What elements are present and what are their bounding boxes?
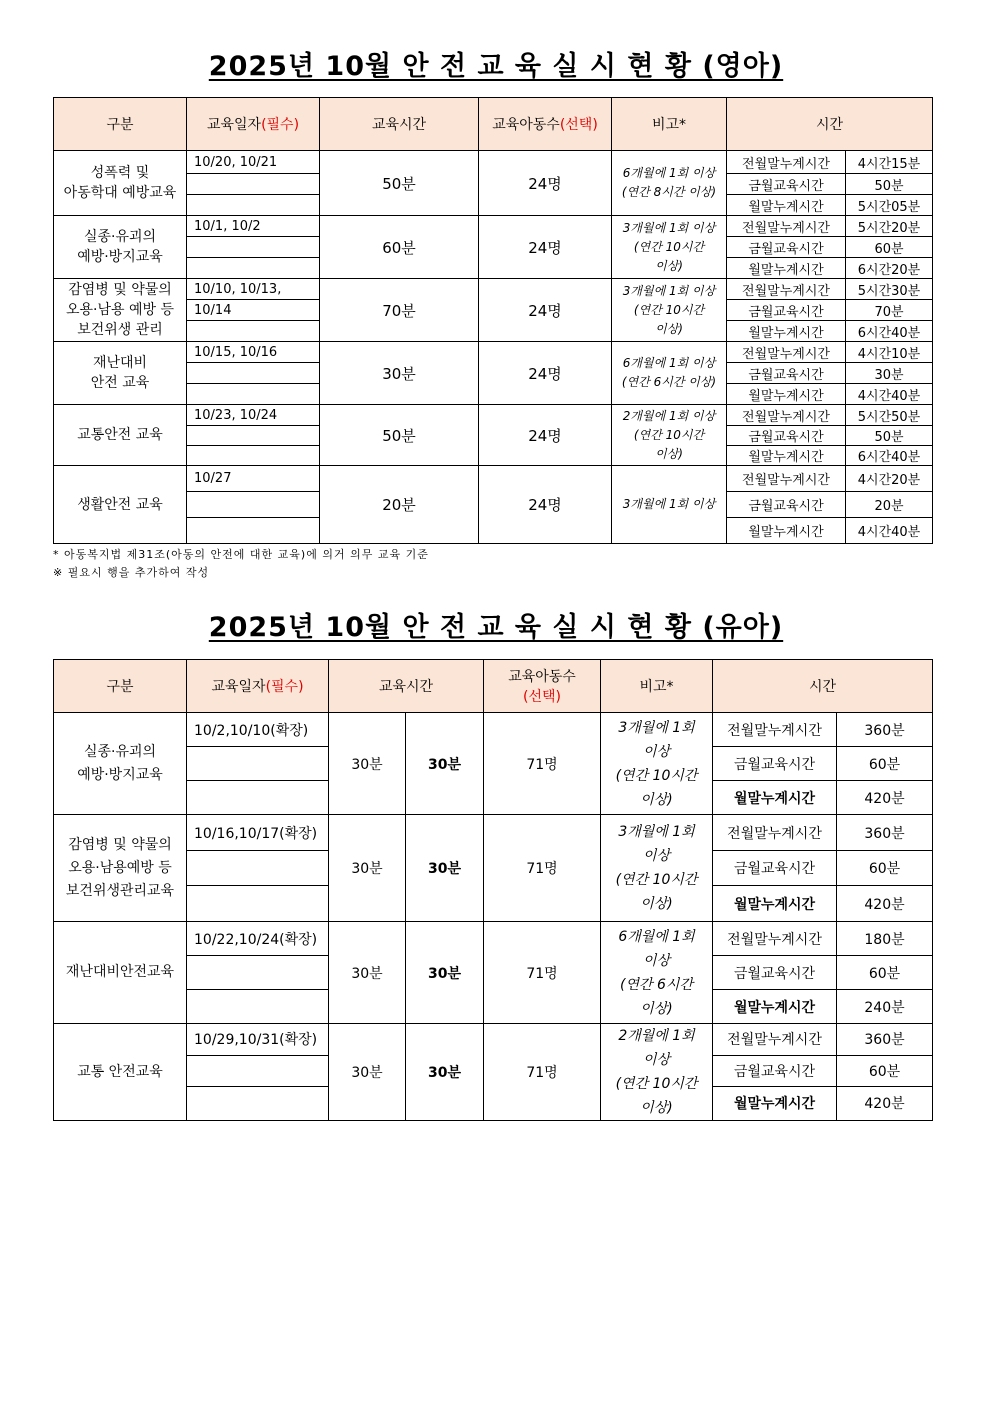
time-label-cell: 월말누계시간 xyxy=(727,321,846,342)
text-line: (연간 8시간 이상) xyxy=(621,185,717,199)
footnote-add-rows: ※ 필요시 행을 추가하여 작성 xyxy=(53,566,210,579)
time-value-cell: 4시간10분 xyxy=(846,342,933,363)
children-cell: 71명 xyxy=(484,1024,601,1121)
text-line: 교통안전 교육 xyxy=(77,427,163,443)
time-label-cell: 금월교육시간 xyxy=(713,851,837,886)
date-cell: 10/10, 10/13, xyxy=(187,279,320,300)
preschool-table xyxy=(53,659,933,1121)
text-line: 이상 xyxy=(642,952,671,969)
date-cell: 10/29,10/31(확장) xyxy=(187,1024,329,1056)
remarks-cell xyxy=(612,466,727,544)
time-label-cell: 전월말누계시간 xyxy=(727,466,846,492)
children-cell: 24명 xyxy=(479,466,612,544)
date-cell xyxy=(187,956,329,990)
text-line: (연간 10시간 xyxy=(633,302,705,317)
header-time: 시간 xyxy=(727,98,933,151)
date-cell xyxy=(187,363,320,384)
category-cell xyxy=(54,342,187,405)
header-children-label: 교육아동수 xyxy=(508,669,576,685)
time-value-cell: 360분 xyxy=(837,815,933,851)
text-line: 재난대비 xyxy=(92,355,148,371)
time-label-cell: 월말누계시간 xyxy=(727,258,846,279)
header-category: 구분 xyxy=(54,98,187,151)
date-cell: 10/1, 10/2 xyxy=(187,216,320,237)
children-cell: 24명 xyxy=(479,405,612,466)
date-cell xyxy=(187,990,329,1024)
time-label-cell: 금월교육시간 xyxy=(713,1055,837,1086)
text-line: (연간 10시간 xyxy=(633,427,705,442)
time-value-cell: 420분 xyxy=(837,781,933,815)
header-duration: 교육시간 xyxy=(329,660,484,713)
category-cell xyxy=(54,1024,187,1121)
date-cell: 10/16,10/17(확장) xyxy=(187,815,329,851)
date-cell xyxy=(187,851,329,886)
text-line: 교통 안전교육 xyxy=(77,1063,163,1080)
remarks-cell xyxy=(612,216,727,279)
text-line: (연간 6시간 xyxy=(620,976,693,993)
time-value-cell: 60분 xyxy=(837,1055,933,1086)
date-cell xyxy=(187,384,320,405)
text-line: 이상 xyxy=(642,1052,671,1068)
time-value-cell: 4시간20분 xyxy=(846,466,933,492)
time-value-cell: 60분 xyxy=(837,747,933,781)
children-cell: 71명 xyxy=(484,713,601,815)
text-line: (연간 10시간 xyxy=(615,1076,698,1092)
header-date-label: 교육일자 xyxy=(211,679,266,695)
text-line: 이상) xyxy=(640,1100,673,1116)
text-line: (연간 10시간 xyxy=(615,872,698,888)
date-cell xyxy=(187,492,320,518)
date-cell: 10/27 xyxy=(187,466,320,492)
text-line: 실종·유괴의 xyxy=(83,229,157,245)
table-row xyxy=(54,405,933,426)
time-value-cell: 6시간40분 xyxy=(846,446,933,466)
time-label-cell: 전월말누계시간 xyxy=(727,151,846,174)
header-duration: 교육시간 xyxy=(320,98,479,151)
time-label-cell: 금월교육시간 xyxy=(727,363,846,384)
time-value-cell: 420분 xyxy=(837,886,933,922)
category-cell xyxy=(54,405,187,466)
remarks-cell xyxy=(612,279,727,342)
time-value-cell: 30분 xyxy=(846,363,933,384)
infant-title: 2025년 10월 안 전 교 육 실 시 현 황 (영아) xyxy=(208,51,784,82)
table-row xyxy=(54,216,933,237)
text-line: 3개월에 1회 xyxy=(618,719,695,736)
time-label-cell: 월말누계시간 xyxy=(727,518,846,544)
time-label-cell: 전월말누계시간 xyxy=(713,815,837,851)
text-line: 이상 xyxy=(642,743,671,760)
date-cell xyxy=(187,747,329,781)
text-line: 생활안전 교육 xyxy=(77,496,163,513)
duration-cell: 20분 xyxy=(320,466,479,544)
text-line: 2개월에 1회 이상 xyxy=(622,408,716,423)
header-children-optional: (선택) xyxy=(523,689,561,705)
time-label-cell: 금월교육시간 xyxy=(727,174,846,195)
text-line: 2개월에 1회 xyxy=(618,1028,695,1044)
text-line: 6개월에 1회 xyxy=(618,928,695,945)
header-children-label: 교육아동수 xyxy=(492,117,560,133)
time-label-cell: 월말누계시간 xyxy=(727,384,846,405)
duration-cell-bold: 30분 xyxy=(406,713,484,815)
date-cell xyxy=(187,237,320,258)
time-label-cell: 월말누계시간 xyxy=(713,990,837,1024)
time-value-cell: 5시간50분 xyxy=(846,405,933,426)
time-value-cell: 5시간05분 xyxy=(846,195,933,216)
children-cell: 71명 xyxy=(484,922,601,1024)
header-date-label: 교육일자 xyxy=(206,117,262,133)
text-line: 성폭력 및 xyxy=(90,165,150,181)
time-value-cell: 180분 xyxy=(837,922,933,956)
date-cell xyxy=(187,426,320,446)
text-line: 실종·유괴의 xyxy=(83,743,157,760)
table-row xyxy=(54,151,933,174)
text-line: 6개월에 1회 이상 xyxy=(622,356,716,370)
time-label-cell: 금월교육시간 xyxy=(727,426,846,446)
children-cell: 24명 xyxy=(479,151,612,216)
date-cell: 10/20, 10/21 xyxy=(187,151,320,174)
remarks-cell xyxy=(601,815,713,922)
time-label-cell: 금월교육시간 xyxy=(713,747,837,781)
children-cell: 24명 xyxy=(479,342,612,405)
time-value-cell: 360분 xyxy=(837,713,933,747)
text-line: 재난대비안전교육 xyxy=(65,964,175,980)
text-line: 보건위생관리교육 xyxy=(65,882,175,899)
time-label-cell: 금월교육시간 xyxy=(727,237,846,258)
duration-cell: 30분 xyxy=(320,342,479,405)
text-line: 3개월에 1회 이상 xyxy=(622,283,716,298)
time-value-cell: 240분 xyxy=(837,990,933,1024)
date-cell xyxy=(187,195,320,216)
header-date xyxy=(187,660,329,713)
table-row xyxy=(54,1024,933,1056)
duration-cell: 30분 xyxy=(329,713,406,815)
category-cell xyxy=(54,216,187,279)
header-time: 시간 xyxy=(713,660,933,713)
text-line: 이상) xyxy=(655,258,683,273)
time-value-cell: 4시간40분 xyxy=(846,384,933,405)
time-label-cell: 월말누계시간 xyxy=(713,781,837,815)
remarks-cell xyxy=(612,405,727,466)
header-date-required: (필수) xyxy=(261,117,300,133)
duration-cell: 50분 xyxy=(320,405,479,466)
text-line: 이상) xyxy=(655,321,683,336)
duration-cell: 70분 xyxy=(320,279,479,342)
header-remarks: 비고* xyxy=(612,98,727,151)
header-date xyxy=(187,98,320,151)
time-label-cell: 전월말누계시간 xyxy=(727,342,846,363)
time-value-cell: 6시간20분 xyxy=(846,258,933,279)
header-children-optional: (선택) xyxy=(559,117,598,133)
date-cell: 10/23, 10/24 xyxy=(187,405,320,426)
time-value-cell: 4시간40분 xyxy=(846,518,933,544)
infant-table xyxy=(53,97,933,544)
time-label-cell: 전월말누계시간 xyxy=(713,713,837,747)
time-value-cell: 60분 xyxy=(846,237,933,258)
text-line: 3개월에 1회 이상 xyxy=(622,497,716,511)
time-label-cell: 전월말누계시간 xyxy=(713,1024,837,1056)
text-line: 예방·방지교육 xyxy=(77,766,163,783)
time-label-cell: 전월말누계시간 xyxy=(727,216,846,237)
time-value-cell: 360분 xyxy=(837,1024,933,1056)
table-row xyxy=(54,815,933,851)
time-value-cell: 20분 xyxy=(846,492,933,518)
time-value-cell: 50분 xyxy=(846,174,933,195)
date-cell xyxy=(187,1086,329,1120)
remarks-cell xyxy=(601,1024,713,1121)
duration-cell-bold: 30분 xyxy=(406,815,484,922)
text-line: 보건위생 관리 xyxy=(77,322,163,338)
category-cell xyxy=(54,713,187,815)
time-value-cell: 70분 xyxy=(846,300,933,321)
date-cell xyxy=(187,258,320,279)
date-cell: 10/15, 10/16 xyxy=(187,342,320,363)
header-children xyxy=(479,98,612,151)
date-cell: 10/2,10/10(확장) xyxy=(187,713,329,747)
time-label-cell: 전월말누계시간 xyxy=(713,922,837,956)
time-value-cell: 5시간20분 xyxy=(846,216,933,237)
category-cell xyxy=(54,279,187,342)
time-value-cell: 5시간30분 xyxy=(846,279,933,300)
category-cell xyxy=(54,922,187,1024)
time-label-cell: 금월교육시간 xyxy=(727,492,846,518)
table-row xyxy=(54,713,933,747)
duration-cell: 30분 xyxy=(329,1024,406,1121)
header-remarks: 비고* xyxy=(601,660,713,713)
time-label-cell: 월말누계시간 xyxy=(727,195,846,216)
time-label-cell: 금월교육시간 xyxy=(727,300,846,321)
date-cell: 10/22,10/24(확장) xyxy=(187,922,329,956)
header-date-required: (필수) xyxy=(265,679,304,695)
children-cell: 24명 xyxy=(479,216,612,279)
date-cell xyxy=(187,781,329,815)
table-row xyxy=(54,922,933,956)
text-line: (연간 6시간 이상) xyxy=(621,375,717,389)
text-line: 감염병 및 약물의 xyxy=(68,282,172,298)
time-label-cell: 금월교육시간 xyxy=(713,956,837,990)
text-line: 3개월에 1회 이상 xyxy=(622,220,716,235)
category-cell xyxy=(54,815,187,922)
duration-cell: 30분 xyxy=(329,815,406,922)
duration-cell: 30분 xyxy=(329,922,406,1024)
date-cell xyxy=(187,886,329,922)
remarks-cell xyxy=(612,342,727,405)
children-cell: 71명 xyxy=(484,815,601,922)
time-label-cell: 전월말누계시간 xyxy=(727,279,846,300)
duration-cell-bold: 30분 xyxy=(406,1024,484,1121)
category-cell xyxy=(54,466,187,544)
remarks-cell xyxy=(601,713,713,815)
time-label-cell: 월말누계시간 xyxy=(727,446,846,466)
time-label-cell: 월말누계시간 xyxy=(713,1086,837,1120)
category-cell xyxy=(54,151,187,216)
date-cell xyxy=(187,1055,329,1086)
text-line: 이상 xyxy=(642,848,671,864)
text-line: 3개월에 1회 xyxy=(618,824,695,840)
text-line: 오용·남용예방 등 xyxy=(68,859,172,876)
text-line: 이상) xyxy=(640,791,673,808)
text-line: (연간 10시간 xyxy=(615,767,698,784)
date-cell xyxy=(187,174,320,195)
time-value-cell: 60분 xyxy=(837,956,933,990)
text-line: 오용·남용 예방 등 xyxy=(65,302,175,318)
date-cell: 10/14 xyxy=(187,300,320,321)
text-line: 이상) xyxy=(640,896,673,912)
text-line: 예방·방지교육 xyxy=(77,249,163,265)
time-label-cell: 전월말누계시간 xyxy=(727,405,846,426)
duration-cell-bold: 30분 xyxy=(406,922,484,1024)
infant-footnotes xyxy=(53,546,429,582)
text-line: (연간 10시간 xyxy=(633,239,705,254)
infant-header-row xyxy=(54,98,933,151)
time-value-cell: 50분 xyxy=(846,426,933,446)
time-value-cell: 420분 xyxy=(837,1086,933,1120)
date-cell xyxy=(187,446,320,466)
time-value-cell: 60분 xyxy=(837,851,933,886)
text-line: 이상) xyxy=(640,1000,673,1017)
footnote-law: * 아동복지법 제31조(아동의 안전에 대한 교육)에 의거 의무 교육 기준 xyxy=(53,548,429,561)
preschool-title: 2025년 10월 안 전 교 육 실 시 현 황 (유아) xyxy=(208,612,784,643)
text-line: 안전 교육 xyxy=(90,375,150,391)
children-cell: 24명 xyxy=(479,279,612,342)
date-cell xyxy=(187,321,320,342)
duration-cell: 60분 xyxy=(320,216,479,279)
text-line: 감염병 및 약물의 xyxy=(68,836,172,853)
header-category: 구분 xyxy=(54,660,187,713)
text-line: 6개월에 1회 이상 xyxy=(622,166,716,180)
preschool-header-row xyxy=(54,660,933,713)
table-row xyxy=(54,466,933,492)
time-value-cell: 6시간40분 xyxy=(846,321,933,342)
remarks-cell xyxy=(601,922,713,1024)
duration-cell: 50분 xyxy=(320,151,479,216)
table-row xyxy=(54,342,933,363)
text-line: 아동학대 예방교육 xyxy=(63,185,177,201)
date-cell xyxy=(187,518,320,544)
time-value-cell: 4시간15분 xyxy=(846,151,933,174)
header-children xyxy=(484,660,601,713)
text-line: 이상) xyxy=(655,446,683,461)
time-label-cell: 월말누계시간 xyxy=(713,886,837,922)
remarks-cell xyxy=(612,151,727,216)
table-row xyxy=(54,279,933,300)
